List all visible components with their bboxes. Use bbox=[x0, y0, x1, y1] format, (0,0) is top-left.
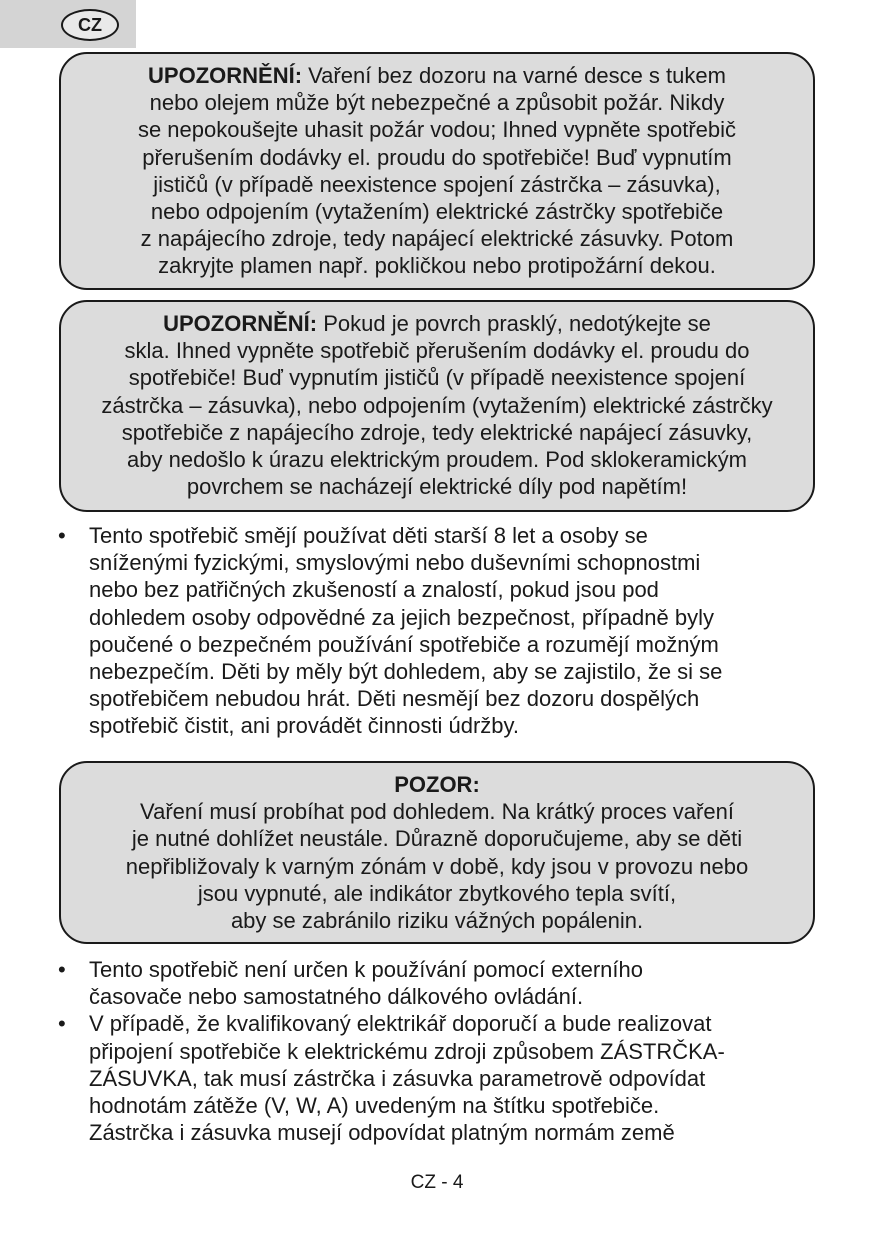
warning-first-line bbox=[71, 62, 803, 89]
warning-text-line: nebo odpojením (vytažením) elektrické zástrčky spotřebiče bbox=[150, 199, 724, 225]
warning-label: UPOZORNĚNÍ: bbox=[163, 311, 318, 336]
bullet-marker: • bbox=[58, 523, 66, 548]
bullet-marker: • bbox=[58, 1011, 66, 1037]
caution-label-text: POZOR: bbox=[394, 772, 480, 797]
list-item-line: Tento spotřebič není určen k používání pomocí externího bbox=[89, 957, 643, 982]
caution-text-line: aby se zabránilo riziku vážných popálenin. bbox=[230, 908, 644, 934]
list-item-line: sníženými fyzickými, smyslovými nebo duševními schopnostmi bbox=[89, 550, 701, 576]
warning-text-line: z napájecího zdroje, tedy napájecí elektrické zásuvky. Potom bbox=[140, 226, 734, 252]
caution-text-line: je nutné dohlížet neustále. Důrazně doporučujeme, aby se děti bbox=[131, 826, 743, 852]
list-item-line: dohledem osoby odpovědné za jejich bezpečnost, případně byly bbox=[89, 604, 714, 630]
warning-text-line: zástrčka – zásuvka), nebo odpojením (vytažením) elektrické zástrčky bbox=[101, 392, 773, 418]
caution-label bbox=[71, 771, 803, 798]
list-item-line: hodnotám zátěže (V, W, A) uvedeným na štítku spotřebiče. bbox=[89, 1093, 660, 1119]
list-item-line: spotřebičem nebudou hrát. Děti nesmějí bez dozoru dospělých bbox=[89, 686, 700, 712]
warning-text-line: jističů (v případě neexistence spojení zástrčka – zásuvka), bbox=[153, 171, 721, 197]
caution-text-line: jsou vypnuté, ale indikátor zbytkového tepla svítí, bbox=[197, 880, 677, 906]
list-item-line: poučené o bezpečném používání spotřebiče a rozumějí možným bbox=[89, 631, 719, 657]
list-item bbox=[58, 1010, 828, 1146]
caution-box bbox=[59, 761, 815, 944]
warning-text-line: spotřebiče z napájecího zdroje, tedy elektrické napájecí zásuvky, bbox=[121, 419, 753, 445]
bullet-list-children bbox=[58, 522, 828, 740]
list-item-line: nebo bez patřičných zkušeností a znalostí, pokud jsou pod bbox=[89, 577, 659, 603]
warning-text-line: se nepokoušejte uhasit požár vodou; Ihned vypněte spotřebič bbox=[137, 117, 737, 143]
warning-text-line: spotřebiče! Buď vypnutím jističů (v případě neexistence spojení bbox=[128, 365, 746, 391]
warning-text-line: nebo olejem může být nebezpečné a způsobit požár. Nikdy bbox=[149, 90, 725, 116]
list-item-line: ZÁSUVKA, tak musí zástrčka i zásuvka parametrově odpovídat bbox=[89, 1065, 706, 1091]
warning-text-line: přerušením dodávky el. proudu do spotřebiče! Buď vypnutím bbox=[142, 144, 732, 170]
list-item-line: časovače nebo samostatného dálkového ovládání. bbox=[89, 984, 584, 1010]
language-badge: CZ bbox=[61, 9, 119, 41]
warning-text: Vaření bez dozoru na varné desce s tukem bbox=[302, 63, 726, 88]
warning-text-line: aby nedošlo k úrazu elektrickým proudem. Pod sklokeramickým bbox=[127, 447, 747, 473]
warning-text-line: povrchem se nacházejí elektrické díly pod napětím! bbox=[186, 474, 688, 500]
caution-text-line: nepřibližovaly k varným zónám v době, kdy jsou v provozu nebo bbox=[125, 853, 749, 879]
list-item-line: spotřebič čistit, ani provádět činnosti údržby. bbox=[89, 713, 520, 739]
list-item-line: V případě, že kvalifikovaný elektrikář doporučí a bude realizovat bbox=[89, 1011, 712, 1037]
bullet-list-connection bbox=[58, 956, 828, 1146]
list-item-line: nebezpečím. Děti by měly být dohledem, aby se zajistilo, že si se bbox=[89, 659, 723, 685]
list-item-line: Zástrčka i zásuvka musejí odpovídat platným normám země bbox=[89, 1120, 675, 1146]
list-item bbox=[58, 956, 828, 1010]
caution-text-line: Vaření musí probíhat pod dohledem. Na krátký proces vaření bbox=[140, 799, 734, 825]
language-tab bbox=[0, 0, 136, 48]
warning-label: UPOZORNĚNÍ: bbox=[148, 63, 303, 88]
list-item bbox=[58, 522, 828, 740]
list-item-line: připojení spotřebiče k elektrickému zdroji způsobem ZÁSTRČKA- bbox=[89, 1038, 725, 1064]
warning-first-line bbox=[71, 310, 803, 337]
list-item-line: Tento spotřebič smějí používat děti starší 8 let a osoby se bbox=[89, 523, 648, 548]
warning-text-line: skla. Ihned vypněte spotřebič přerušením dodávky el. proudu do bbox=[124, 338, 750, 364]
warning-box-cracked-glass bbox=[59, 300, 815, 512]
warning-text-line: zakryjte plamen např. pokličkou nebo protipožární dekou. bbox=[158, 253, 716, 279]
page-number: CZ - 4 bbox=[410, 1172, 464, 1193]
bullet-marker: • bbox=[58, 957, 66, 982]
warning-text: Pokud je povrch prasklý, nedotýkejte se bbox=[317, 311, 711, 336]
warning-box-fire bbox=[59, 52, 815, 290]
